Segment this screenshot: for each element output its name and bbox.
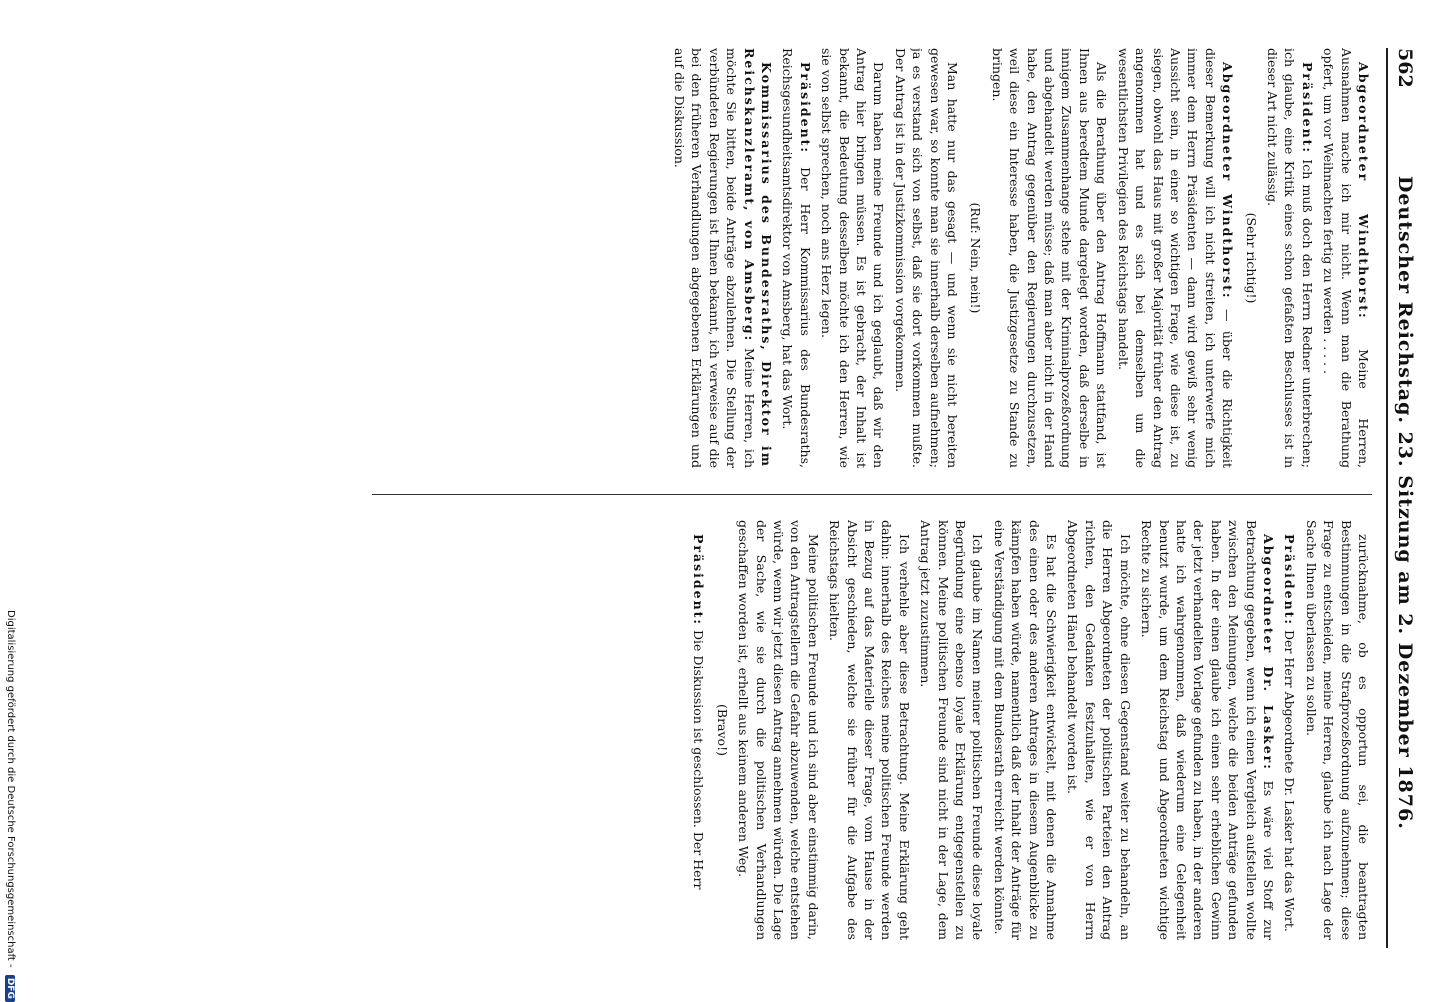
paragraph xyxy=(1281,520,1298,940)
interjection: (Ruf: Nein, nein!) xyxy=(968,202,984,314)
paragraph xyxy=(1138,520,1277,940)
paragraph-text: zurücknahme, ob es opportun sei, die beantragten Bestimmungen in die Strafprozeßordnung aufzunehmen; diese Frage zu entscheiden, meine Herren, glaube ich nach Lage der Sache Ihnen überlassen zu sollen. xyxy=(1303,520,1371,940)
paragraph-text: Es hat die Schwierigkeit entwickelt, mit denen die Annahme des einen oder des anderen Antrages in diesem Augenblicke zu kämpfen haben würde, namentlich daß der Inhalt der Anträge für eine Verständigung mit dem Bundesrath erreicht werden könnte. xyxy=(991,520,1060,940)
paragraph-text: Als die Berathung über den Antrag Hoffmann stattfand, ist Ihnen aus beredtem Munde dargelegt worden, daß derselbe in innigem Zusammenhange stehe mit der Kriminalprozeßordnung und abgehandelt werden müsse; daß man aber nicht in der Hand habe, den Antrag gegenüber den Regierungen durchzusetzen, weil diese ein Interesse haben, die Justizgesetze zu Stande zu bringen. xyxy=(989,48,1110,468)
paragraph xyxy=(1302,520,1372,940)
paragraph-text: Ich verhehle aber diese Betrachtung. Meine Erklärung geht dahin: innerhalb des Reiches meine politischen Freunde werden in Bezug auf das Materielle dieser Frage, vom Hause in der Absicht geschieden, welche sie früher für die Aufgabe des Reichstags hielten. xyxy=(827,520,912,940)
paragraph-text: Darum haben meine Freunde und ich geglaubt, daß wir den Antrag hier bringen müssen. Es ist gebracht, der Inhalt ist bekannt, die Bedeutung desselben möchte ich den Herren, wie sie von selbst sprechen, noch ans Herz legen. xyxy=(819,48,887,468)
paragraph xyxy=(735,520,822,940)
column-divider xyxy=(372,494,1372,495)
paragraph-text: Der Herr Abgeordnete Dr. Lasker hat das Wort. xyxy=(1282,630,1298,932)
speaker-name: Präsident: xyxy=(1282,534,1298,627)
credit-text: Digitalisierung gefördert durch die Deutsche Forschungsgemeinschaft - xyxy=(5,610,16,968)
speaker-name: Präsident: xyxy=(691,534,707,627)
paragraph xyxy=(988,48,1110,468)
speaker-name: Kommissarius des Bundesraths, Direktor im Reichskanzleramt, von Amsberg: xyxy=(741,48,774,468)
paragraph xyxy=(671,48,775,468)
paragraph-text: Ich glaube im Namen meiner politischen Freunde diese loyale Begründung eine ebenso loyale Erklärung entgegenstellen zu können. Meine politischen Freunde sind nicht in der Lage, dem Antrag jetzt zuzustimmen. xyxy=(918,520,986,940)
paragraph xyxy=(917,520,987,940)
page-title: Deutscher Reichstag. 23. Sitzung am 2. Dezember 1876. xyxy=(1394,175,1416,830)
paragraph xyxy=(1114,48,1236,468)
paragraph-text: Der Herr Kommissarius des Bundesraths, Reichsgesundheitsamtsdirektor von Amsberg, hat das Wort. xyxy=(780,48,813,468)
interjection: (Sehr richtig!) xyxy=(1243,212,1259,304)
dfg-logo: DFG xyxy=(5,975,15,1002)
paragraph xyxy=(779,48,814,468)
paragraph xyxy=(826,520,913,940)
paragraph xyxy=(818,48,888,468)
speaker-name: Präsident: xyxy=(1299,62,1315,155)
interjection: (Bravo!) xyxy=(714,704,730,756)
paragraph-text: Meine Herren, Ausnahmen mache ich mir nicht. Wenn man die Berathung opfert, um vor Weihnachten fertig zu werden . . . . . xyxy=(1321,48,1371,468)
paragraph xyxy=(1264,48,1316,468)
paragraph-text: Meine Herren, ich möchte Sie bitten, beide Anträge abzulehnen. Die Stellung der verbündeten Regierungen ist Ihnen bekannt, ich verweise auf die bei den früheren Verhandlungen abgegebenen Erklärungen und auf die Diskussion. xyxy=(671,48,757,468)
speaker-name: Präsident: xyxy=(797,62,813,155)
speaker-name: Abgeordneter Windthorst: xyxy=(1356,62,1371,320)
header-rule xyxy=(1386,48,1388,948)
paragraph-text: Ich möchte, ohne diesen Gegenstand weiter zu behandeln, an die Herren Abgeordneten der politischen Parteien den Antrag richten, den Gedanken festzuhalten, wie er von Herrn Abgeordneten Hänel behandelt worden ist. xyxy=(1065,520,1133,940)
speaker-name: Abgeordneter Windthorst: xyxy=(1220,62,1236,300)
paragraph xyxy=(891,48,961,468)
page-number: 562 xyxy=(1394,48,1416,88)
paragraph-text: Man hatte nur das gesagt — und wenn sie nicht bereiten gewesen war, so konnte man sie innerhalb derselben aufnehmen; ja es verstand sich von selbst, daß sie dort vorkommen mußte. Der Antrag ist in der Justizkommission vorgekommen. xyxy=(892,48,961,468)
paragraph xyxy=(1064,520,1134,940)
page-header xyxy=(1390,48,1420,948)
speaker-name: Abgeordneter Dr. Lasker: xyxy=(1260,534,1276,771)
paragraph xyxy=(990,520,1060,940)
paragraph xyxy=(690,520,707,940)
paragraph-text: — über die Richtigkeit dieser Bemerkung will ich nicht streiten, ich unterwerfe mich immer dem Herrn Präsidenten — dann wird gewiß sehr wenig Aussicht sein, in einer so wichtigen Frage, wie diese ist, zu siegen, obwohl das Haus mit großer Majorität früher den Antrag angenommen hat und es sich bei demselben um die wesentlichsten Privilegien des Reichstags handelt. xyxy=(1115,48,1236,468)
left-column xyxy=(332,48,1372,468)
paragraph-text: Meine politischen Freunde und ich sind aber einstimmig darin, von den Antragstellern die Gefahr abzuwenden, welche entstehen würde, wenn wir jetzt diesen Antrag annehmen würden. Die Lage der Sache, wie sie durch die politischen Verhandlungen geschaffen worden ist, erhellt aus keinem anderen Weg. xyxy=(736,520,821,940)
paragraph xyxy=(1320,48,1372,468)
paragraph-text: Es wäre viel Stoff zur Betrachtung gegeben, wenn ich einen Vergleich aufstellen wollte zwischen den Meinungen, welche die beiden Anträge gefunden haben. In der einen glaube ich einen sehr erheblichen Gewinn der jetzt verhandelten Vorlage gefunden zu haben, in der anderen hatte ich wahrgenommen, daß wiederum eine Gelegenheit benutzt wurde, um dem Reichstag und Abgeordneten wichtige Rechte zu sichern. xyxy=(1139,520,1276,940)
paragraph-text: Die Diskussion ist geschlossen. Der Herr xyxy=(691,630,707,890)
right-column xyxy=(332,520,1372,940)
paragraph-text: Ich muß doch den Herrn Redner unterbrechen; ich glaube, eine Kritik eines schon gefaßten Beschlusses ist in dieser Art nicht zulässig. xyxy=(1264,48,1315,468)
